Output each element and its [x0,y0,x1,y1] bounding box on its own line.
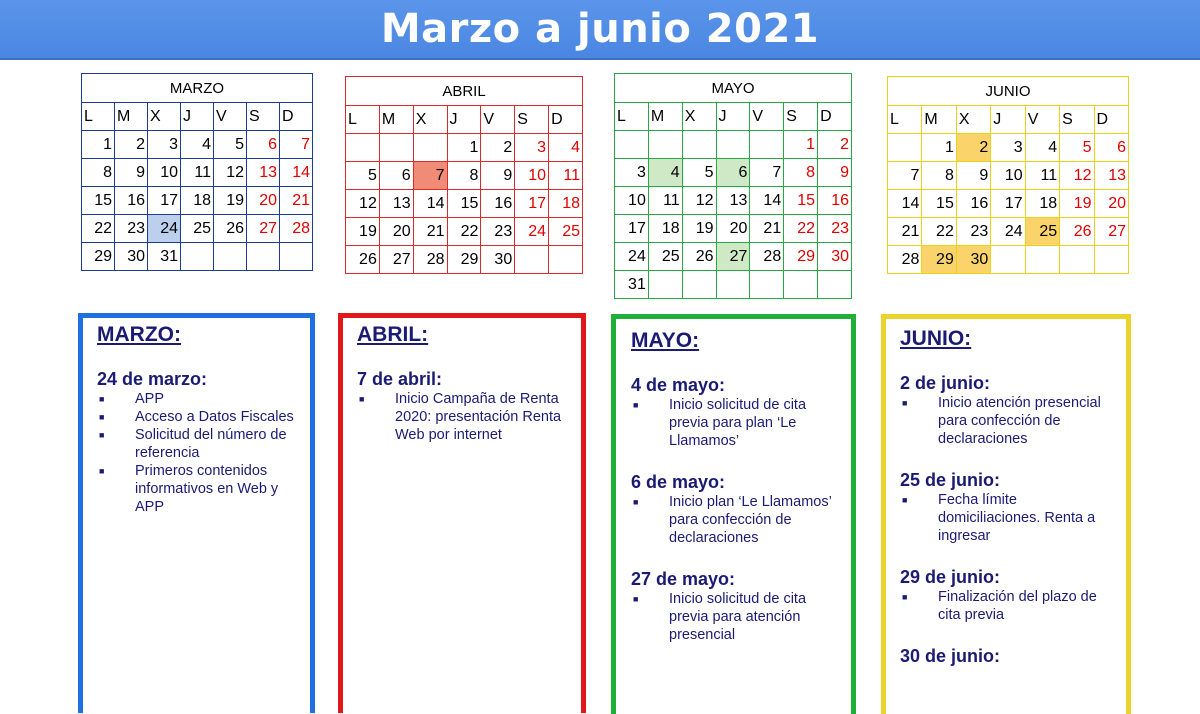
day-header: S [515,106,549,134]
timeline-entry [631,472,846,547]
calendar-month-name: JUNIO [887,76,1129,105]
calendar-empty-cell [181,243,214,271]
calendar-day: 24 [615,243,649,271]
section-marzo [97,323,307,516]
calendar-day: 26 [1060,218,1094,246]
calendar-day: 7 [280,131,313,159]
bullet-icon: ■ [633,594,639,604]
day-header: V [1025,106,1059,134]
calendar-day: 21 [750,215,784,243]
calendar-day: 15 [784,187,818,215]
calendar-day: 26 [682,243,716,271]
calendar-day: 16 [818,187,852,215]
calendar-day: 16 [115,187,148,215]
calendar-day: 22 [82,215,115,243]
calendar-empty-cell [413,134,447,162]
calendar-day-highlighted: 25 [1025,218,1059,246]
calendar-day: 11 [549,162,583,190]
calendar-grid [887,105,1129,274]
bullet-icon: ■ [359,394,365,404]
calendar-empty-cell [991,246,1025,274]
calendar-day: 17 [615,215,649,243]
calendar-empty-cell [515,246,549,274]
entry-date: 27 de mayo: [631,569,736,589]
calendar-day: 5 [214,131,247,159]
timeline-entry [631,375,846,450]
day-header: J [181,103,214,131]
calendar-day: 29 [784,243,818,271]
calendar-day: 19 [682,215,716,243]
calendar-day-highlighted: 24 [148,215,181,243]
calendar-day: 28 [280,215,313,243]
bullet-icon: ■ [633,497,639,507]
calendar-marzo [81,73,313,271]
calendar-month-name: ABRIL [345,76,583,105]
calendar-day: 30 [115,243,148,271]
calendar-empty-cell [280,243,313,271]
entry-item [97,426,307,462]
calendar-day: 9 [481,162,515,190]
calendar-day: 3 [615,159,649,187]
calendar-day: 12 [346,190,380,218]
calendar-day: 23 [115,215,148,243]
day-header: D [549,106,583,134]
day-header: D [280,103,313,131]
bullet-icon: ■ [902,398,908,408]
calendar-day: 4 [549,134,583,162]
calendar-grid [345,105,583,274]
calendar-day: 1 [922,134,956,162]
timeline-entry [900,373,1122,448]
day-header: S [247,103,280,131]
calendar-day: 19 [1060,190,1094,218]
calendar-day: 12 [214,159,247,187]
calendar-day: 6 [247,131,280,159]
calendar-day: 23 [956,218,990,246]
calendar-day: 20 [1094,190,1128,218]
calendar-day: 21 [888,218,922,246]
calendar-empty-cell [615,131,649,159]
calendar-day: 18 [181,187,214,215]
calendar-day-highlighted: 7 [413,162,447,190]
calendar-day: 24 [991,218,1025,246]
calendar-empty-cell [346,134,380,162]
entry-item [631,590,846,644]
calendar-day: 26 [346,246,380,274]
calendar-day: 25 [181,215,214,243]
entry-item [97,390,307,408]
calendar-empty-cell [648,271,682,299]
bullet-icon: ■ [99,466,105,476]
calendar-day: 18 [648,215,682,243]
day-header: S [1060,106,1094,134]
calendar-empty-cell [750,131,784,159]
calendar-day: 14 [413,190,447,218]
calendar-day: 5 [346,162,380,190]
day-header: J [716,103,750,131]
entry-date: 30 de junio: [900,646,1001,666]
entry-item [97,408,307,426]
entry-date: 4 de mayo: [631,375,726,395]
section-title: MAYO: [631,329,700,352]
calendar-day: 2 [481,134,515,162]
entry-item-text: Finalización del plazo de cita previa [938,589,1097,623]
calendar-day: 10 [148,159,181,187]
calendar-day: 4 [181,131,214,159]
section-title: JUNIO: [900,327,972,350]
calendar-day: 30 [481,246,515,274]
entry-date: 6 de mayo: [631,472,726,492]
calendar-day: 8 [82,159,115,187]
calendar-day: 1 [82,131,115,159]
calendar-day: 31 [615,271,649,299]
entry-item-text: Inicio solicitud de cita previa para plan ‘Le Llamamos’ [669,397,807,449]
calendar-day: 25 [648,243,682,271]
entry-item-text: Inicio solicitud de cita previa para atención presencial [669,591,807,643]
section-title: ABRIL: [357,323,429,346]
calendar-day: 10 [991,162,1025,190]
section-abril [357,323,575,444]
calendar-empty-cell [716,271,750,299]
calendar-day: 10 [615,187,649,215]
bullet-icon: ■ [99,412,105,422]
calendar-empty-cell [214,243,247,271]
day-header: V [214,103,247,131]
calendar-day: 15 [447,190,481,218]
calendar-day: 22 [447,218,481,246]
entry-item-text: Solicitud del número de referencia [135,427,287,461]
calendar-day: 10 [515,162,549,190]
calendar-day: 15 [82,187,115,215]
calendar-abril [345,76,583,274]
calendar-day: 9 [956,162,990,190]
entry-date: 2 de junio: [900,373,990,393]
day-header: L [82,103,115,131]
calendar-empty-cell [549,246,583,274]
title-banner [0,0,1200,60]
entry-item [900,491,1122,545]
calendar-empty-cell [1094,246,1128,274]
entry-item-text: Inicio Campaña de Renta 2020: presentación Renta Web por internet [395,391,562,443]
calendar-day: 27 [379,246,413,274]
entry-item [631,396,846,450]
calendar-grid [81,102,313,271]
calendar-mayo [614,73,852,299]
calendar-day-highlighted: 6 [716,159,750,187]
calendar-day: 14 [750,187,784,215]
day-header: M [115,103,148,131]
bullet-icon: ■ [633,400,639,410]
calendar-day: 5 [682,159,716,187]
calendar-day: 12 [682,187,716,215]
calendar-empty-cell [784,271,818,299]
calendar-day: 21 [280,187,313,215]
entry-date: 29 de junio: [900,567,1001,587]
calendar-day: 13 [716,187,750,215]
timeline-entry [357,369,575,444]
calendar-day: 26 [214,215,247,243]
day-header: J [991,106,1025,134]
calendar-day: 8 [447,162,481,190]
calendar-day: 27 [247,215,280,243]
entry-item-text: Fecha límite domiciliaciones. Renta a ingresar [938,492,1096,544]
calendar-day: 28 [888,246,922,274]
bullet-icon: ■ [902,592,908,602]
calendar-empty-cell [247,243,280,271]
calendar-day: 22 [922,218,956,246]
calendar-day: 17 [991,190,1025,218]
day-header: D [1094,106,1128,134]
calendar-day: 16 [481,190,515,218]
day-header: M [922,106,956,134]
timeline-entry [900,646,1122,667]
day-header: D [818,103,852,131]
calendar-day: 20 [247,187,280,215]
calendar-empty-cell [379,134,413,162]
day-header: J [447,106,481,134]
calendar-day: 11 [648,187,682,215]
calendar-day-highlighted: 27 [716,243,750,271]
calendar-day: 25 [549,218,583,246]
calendar-day: 17 [515,190,549,218]
calendar-day: 19 [214,187,247,215]
calendar-day: 2 [818,131,852,159]
day-header: S [784,103,818,131]
calendar-day-highlighted: 29 [922,246,956,274]
calendar-day: 16 [956,190,990,218]
calendar-month-name: MAYO [614,73,852,102]
calendar-day: 28 [750,243,784,271]
entry-item-text: APP [135,391,165,407]
calendar-empty-cell [648,131,682,159]
calendar-day: 8 [784,159,818,187]
entry-date: 7 de abril: [357,369,443,389]
calendar-day: 13 [247,159,280,187]
entry-item [900,588,1122,624]
page-title: Marzo a junio 2021 [380,6,820,52]
calendar-day: 23 [818,215,852,243]
calendar-day: 23 [481,218,515,246]
calendar-empty-cell [1060,246,1094,274]
day-header: V [481,106,515,134]
calendar-empty-cell [682,131,716,159]
entry-item [357,390,575,444]
calendar-day: 6 [1094,134,1128,162]
day-header: L [615,103,649,131]
calendar-day: 1 [784,131,818,159]
calendar-day: 9 [115,159,148,187]
calendar-empty-cell [716,131,750,159]
calendar-day: 8 [922,162,956,190]
calendar-day: 31 [148,243,181,271]
timeline-entry [900,470,1122,545]
calendar-day: 6 [379,162,413,190]
entry-item [97,462,307,516]
day-header: X [148,103,181,131]
calendar-junio [887,76,1129,274]
entry-item-text: Primeros contenidos informativos en Web y APP [135,463,279,515]
calendar-day: 7 [750,159,784,187]
timeline-entry [631,569,846,644]
calendar-day: 14 [280,159,313,187]
day-header: X [682,103,716,131]
timeline-entry [900,567,1122,624]
calendar-day: 11 [181,159,214,187]
bullet-icon: ■ [99,430,105,440]
calendar-day: 29 [82,243,115,271]
calendar-month-name: MARZO [81,73,313,102]
day-header: V [750,103,784,131]
calendar-day: 12 [1060,162,1094,190]
calendar-day: 19 [346,218,380,246]
calendar-day: 3 [148,131,181,159]
day-header: X [956,106,990,134]
calendar-day: 24 [515,218,549,246]
calendar-day: 13 [1094,162,1128,190]
calendar-day: 20 [379,218,413,246]
entry-date: 25 de junio: [900,470,1001,490]
day-header: M [648,103,682,131]
calendar-day: 1 [447,134,481,162]
section-mayo [631,329,846,644]
day-header: X [413,106,447,134]
entry-item [631,493,846,547]
calendar-day: 14 [888,190,922,218]
calendar-day: 5 [1060,134,1094,162]
calendar-day: 4 [1025,134,1059,162]
calendar-day: 3 [515,134,549,162]
day-header: L [888,106,922,134]
bullet-icon: ■ [99,394,105,404]
entry-item-text: Inicio atención presencial para confección de declaraciones [938,395,1101,447]
calendar-day: 18 [549,190,583,218]
calendar-day-highlighted: 4 [648,159,682,187]
calendar-day: 29 [447,246,481,274]
calendar-day: 7 [888,162,922,190]
calendar-day: 17 [148,187,181,215]
calendar-day: 18 [1025,190,1059,218]
calendar-day: 20 [716,215,750,243]
calendar-day: 22 [784,215,818,243]
day-header: M [379,106,413,134]
calendar-day: 2 [115,131,148,159]
calendar-day: 3 [991,134,1025,162]
calendar-day: 21 [413,218,447,246]
calendar-empty-cell [750,271,784,299]
calendar-day: 15 [922,190,956,218]
calendar-empty-cell [818,271,852,299]
calendar-day: 30 [818,243,852,271]
day-header: L [346,106,380,134]
bullet-icon: ■ [902,495,908,505]
section-title: MARZO: [97,323,181,346]
calendar-empty-cell [1025,246,1059,274]
calendar-day: 11 [1025,162,1059,190]
calendar-grid [614,102,852,299]
calendar-day: 13 [379,190,413,218]
calendar-day: 27 [1094,218,1128,246]
entry-item-text: Inicio plan ‘Le Llamamos’ para confección de declaraciones [669,494,832,546]
calendar-day-highlighted: 2 [956,134,990,162]
calendar-day: 28 [413,246,447,274]
calendar-day: 9 [818,159,852,187]
calendar-empty-cell [682,271,716,299]
entry-item-text: Acceso a Datos Fiscales [135,409,294,425]
calendar-empty-cell [888,134,922,162]
entry-item [900,394,1122,448]
calendar-day-highlighted: 30 [956,246,990,274]
entry-date: 24 de marzo: [97,369,208,389]
section-junio [900,327,1122,667]
timeline-entry [97,369,307,516]
